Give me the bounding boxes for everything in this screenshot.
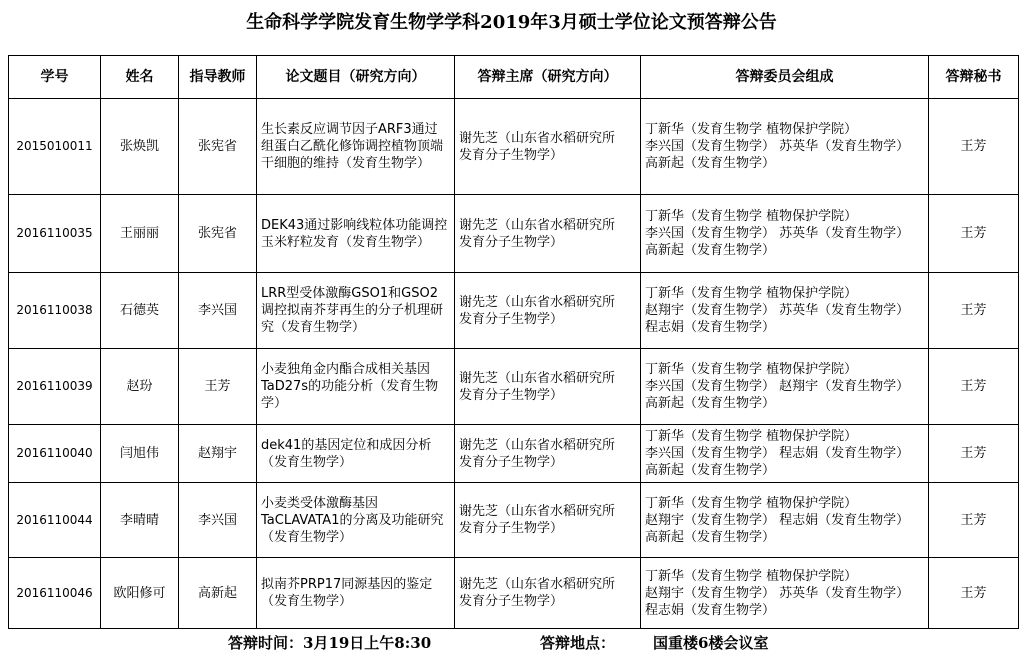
- committee-line: 丁新华（发育生物学 植物保护学院）: [645, 209, 858, 224]
- secretary: 王芳: [929, 195, 1019, 273]
- secretary: 王芳: [929, 425, 1019, 483]
- committee-line: 赵翔宇（发育生物学） 苏英华（发育生物学） 程志娟（发育生物学）: [645, 585, 910, 618]
- committee-line: 李兴国（发育生物学） 赵翔宇（发育生物学） 高新起（发育生物学）: [645, 379, 910, 411]
- advisor: 张宪省: [179, 195, 257, 273]
- advisor: 赵翔宇: [179, 425, 257, 483]
- table-row: [9, 425, 1019, 483]
- header-secretary: 答辩秘书: [929, 56, 1019, 99]
- secretary: 王芳: [929, 349, 1019, 425]
- defense-place-label: 答辩地点：: [540, 634, 616, 652]
- header-chair: 答辩主席（研究方向）: [455, 56, 641, 99]
- student-id: 2016110040: [9, 425, 101, 483]
- advisor: 李兴国: [179, 273, 257, 349]
- header-student-id: 学号: [9, 56, 101, 99]
- defense-chair: 谢先芝（山东省水稻研究所 发育分子生物学）: [455, 483, 641, 558]
- advisor: 高新起: [179, 558, 257, 629]
- secretary: 王芳: [929, 99, 1019, 195]
- committee-line: 李兴国（发育生物学） 苏英华（发育生物学） 高新起（发育生物学）: [645, 139, 910, 171]
- secretary: 王芳: [929, 558, 1019, 629]
- student-name: 闫旭伟: [101, 425, 179, 483]
- committee: [641, 99, 929, 195]
- committee-line: 丁新华（发育生物学 植物保护学院）: [645, 568, 858, 584]
- student-name: 李晴晴: [101, 483, 179, 558]
- thesis-topic: dek41的基因定位和成因分析（发育生物学）: [257, 425, 455, 483]
- defense-chair: 谢先芝（山东省水稻研究所 发育分子生物学）: [455, 558, 641, 629]
- defense-chair: 谢先芝（山东省水稻研究所 发育分子生物学）: [455, 425, 641, 483]
- student-id: 2016110046: [9, 558, 101, 629]
- thesis-topic: LRR型受体激酶GSO1和GSO2调控拟南芥芽再生的分子机理研究（发育生物学）: [257, 273, 455, 349]
- defense-chair: 谢先芝（山东省水稻研究所 发育分子生物学）: [455, 273, 641, 349]
- student-id: 2016110038: [9, 273, 101, 349]
- thesis-topic: 生长素反应调节因子ARF3通过组蛋白乙酰化修饰调控植物顶端干细胞的维持（发育生物学）: [257, 99, 455, 195]
- committee-line: 李兴国（发育生物学） 程志娟（发育生物学） 高新起（发育生物学）: [645, 446, 910, 478]
- defense-place: 国重楼6楼会议室: [653, 634, 769, 652]
- committee-line: 李兴国（发育生物学） 苏英华（发育生物学） 高新起（发育生物学）: [645, 226, 910, 258]
- committee-line: 丁新华（发育生物学 植物保护学院）: [645, 286, 858, 301]
- secretary: 王芳: [929, 483, 1019, 558]
- header-committee: 答辩委员会组成: [641, 56, 929, 99]
- thesis-topic: 小麦类受体激酶基因TaCLAVATA1的分离及功能研究（发育生物学）: [257, 483, 455, 558]
- table-row: [9, 195, 1019, 273]
- table-row: [9, 349, 1019, 425]
- advisor: 王芳: [179, 349, 257, 425]
- student-name: 王丽丽: [101, 195, 179, 273]
- defense-time: 答辩时间：3月19日上午8:30: [228, 634, 432, 652]
- defense-chair: 谢先芝（山东省水稻研究所 发育分子生物学）: [455, 99, 641, 195]
- table-row: [9, 558, 1019, 629]
- committee: [641, 558, 929, 629]
- student-name: 赵玢: [101, 349, 179, 425]
- header-advisor: 指导教师: [179, 56, 257, 99]
- advisor: 李兴国: [179, 483, 257, 558]
- committee: [641, 483, 929, 558]
- thesis-topic: 拟南芥PRP17同源基因的鉴定（发育生物学）: [257, 558, 455, 629]
- advisor: 张宪省: [179, 99, 257, 195]
- table-row: [9, 483, 1019, 558]
- student-id: 2016110039: [9, 349, 101, 425]
- defense-schedule-table: [8, 55, 1019, 629]
- committee: [641, 273, 929, 349]
- defense-chair: 谢先芝（山东省水稻研究所 发育分子生物学）: [455, 195, 641, 273]
- header-thesis-topic: 论文题目（研究方向）: [257, 56, 455, 99]
- committee-line: 赵翔宇（发育生物学） 苏英华（发育生物学） 程志娟（发育生物学）: [645, 303, 910, 335]
- thesis-topic: 小麦独角金内酯合成相关基因TaD27s的功能分析（发育生物学）: [257, 349, 455, 425]
- student-id: 2016110044: [9, 483, 101, 558]
- student-name: 张焕凯: [101, 99, 179, 195]
- thesis-topic: DEK43通过影响线粒体功能调控玉米籽粒发育（发育生物学）: [257, 195, 455, 273]
- secretary: 王芳: [929, 273, 1019, 349]
- committee-line: 丁新华（发育生物学 植物保护学院）: [645, 495, 858, 511]
- committee: [641, 195, 929, 273]
- student-name: 石德英: [101, 273, 179, 349]
- header-name: 姓名: [101, 56, 179, 99]
- committee: [641, 349, 929, 425]
- table-header-row: [9, 56, 1019, 99]
- table-row: [9, 273, 1019, 349]
- committee-line: 赵翔宇（发育生物学） 程志娟（发育生物学） 高新起（发育生物学）: [645, 512, 910, 545]
- committee-line: 丁新华（发育生物学 植物保护学院）: [645, 429, 858, 444]
- defense-chair: 谢先芝（山东省水稻研究所 发育分子生物学）: [455, 349, 641, 425]
- student-id: 2016110035: [9, 195, 101, 273]
- table-row: [9, 99, 1019, 195]
- committee-line: 丁新华（发育生物学 植物保护学院）: [645, 362, 858, 377]
- student-name: 欧阳修可: [101, 558, 179, 629]
- page-title: 生命科学学院发育生物学学科2019年3月硕士学位论文预答辩公告: [246, 12, 777, 33]
- student-id: 2015010011: [9, 99, 101, 195]
- committee-line: 丁新华（发育生物学 植物保护学院）: [645, 122, 858, 137]
- committee: [641, 425, 929, 483]
